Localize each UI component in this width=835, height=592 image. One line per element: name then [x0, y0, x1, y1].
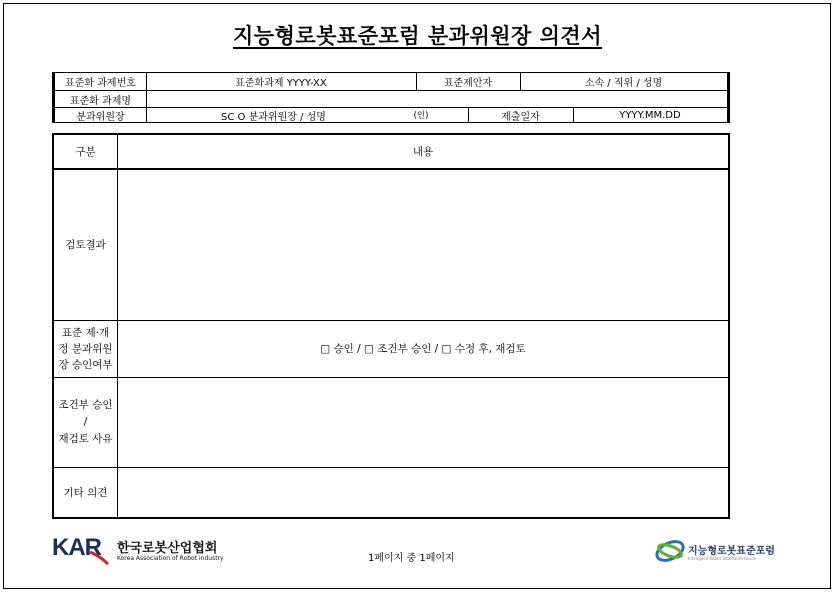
- info-row-chair: [55, 107, 727, 122]
- info-table: [52, 72, 730, 123]
- kar-korean-name: 한국로봇산업협회: [117, 541, 218, 556]
- forum-logo: [654, 537, 784, 565]
- header-content: 내용: [412, 146, 434, 158]
- conditional-reason-content[interactable]: [118, 378, 728, 467]
- review-result-label: 검토결과: [65, 239, 106, 251]
- kar-english-name: Korea Association of Robot industry: [117, 555, 224, 562]
- task-number-value[interactable]: 표준화과제 YYYY-XX: [235, 78, 327, 89]
- info-row-task-name: [55, 90, 727, 107]
- forum-english-name: Intelligent Robot Standards Forum: [688, 556, 757, 561]
- chair-value[interactable]: SC O 분과위원장 / 성명: [221, 111, 326, 123]
- task-name-label: 표준화 과제명: [69, 95, 132, 107]
- conditional-reason-label: 조건부 승인 / 재검토 사유: [58, 399, 113, 445]
- approval-status-options[interactable]: □ 승인 / □ 조건부 승인 / □ 수정 후, 재검토: [320, 343, 526, 355]
- chair-label: 분과위원장: [76, 111, 125, 123]
- kar-mark-text: KAR: [52, 534, 101, 561]
- other-opinion-label: 기타 의견: [63, 486, 108, 499]
- forum-emblem-icon: [654, 538, 686, 564]
- approval-status-label: 표준 제·개 정 분과위원 장 승인여부: [58, 327, 113, 371]
- page-counter: 1페이지 중 1페이지: [368, 553, 455, 564]
- review-table: [52, 133, 730, 519]
- other-opinion-content[interactable]: [118, 468, 728, 517]
- task-name-value[interactable]: [146, 91, 727, 107]
- task-number-label: 표준화 과제번호: [65, 78, 136, 89]
- kar-logo: [52, 534, 242, 568]
- header-category: 구분: [75, 146, 96, 158]
- seal-mark: (인): [413, 111, 429, 121]
- document-title: 지능형로봇표준포럼 분과위원장 의견서: [233, 24, 602, 48]
- kar-swoosh-icon: [88, 550, 110, 566]
- review-result-content[interactable]: [118, 170, 728, 320]
- info-row-task-number: [55, 73, 727, 90]
- date-value[interactable]: YYYY.MM.DD: [619, 109, 681, 121]
- forum-name: 지능형로봇표준포럼: [688, 546, 775, 557]
- proposer-label: 표준제안자: [443, 78, 493, 89]
- proposer-value[interactable]: 소속 / 직위 / 성명: [584, 78, 663, 89]
- date-label: 제출일자: [501, 111, 540, 123]
